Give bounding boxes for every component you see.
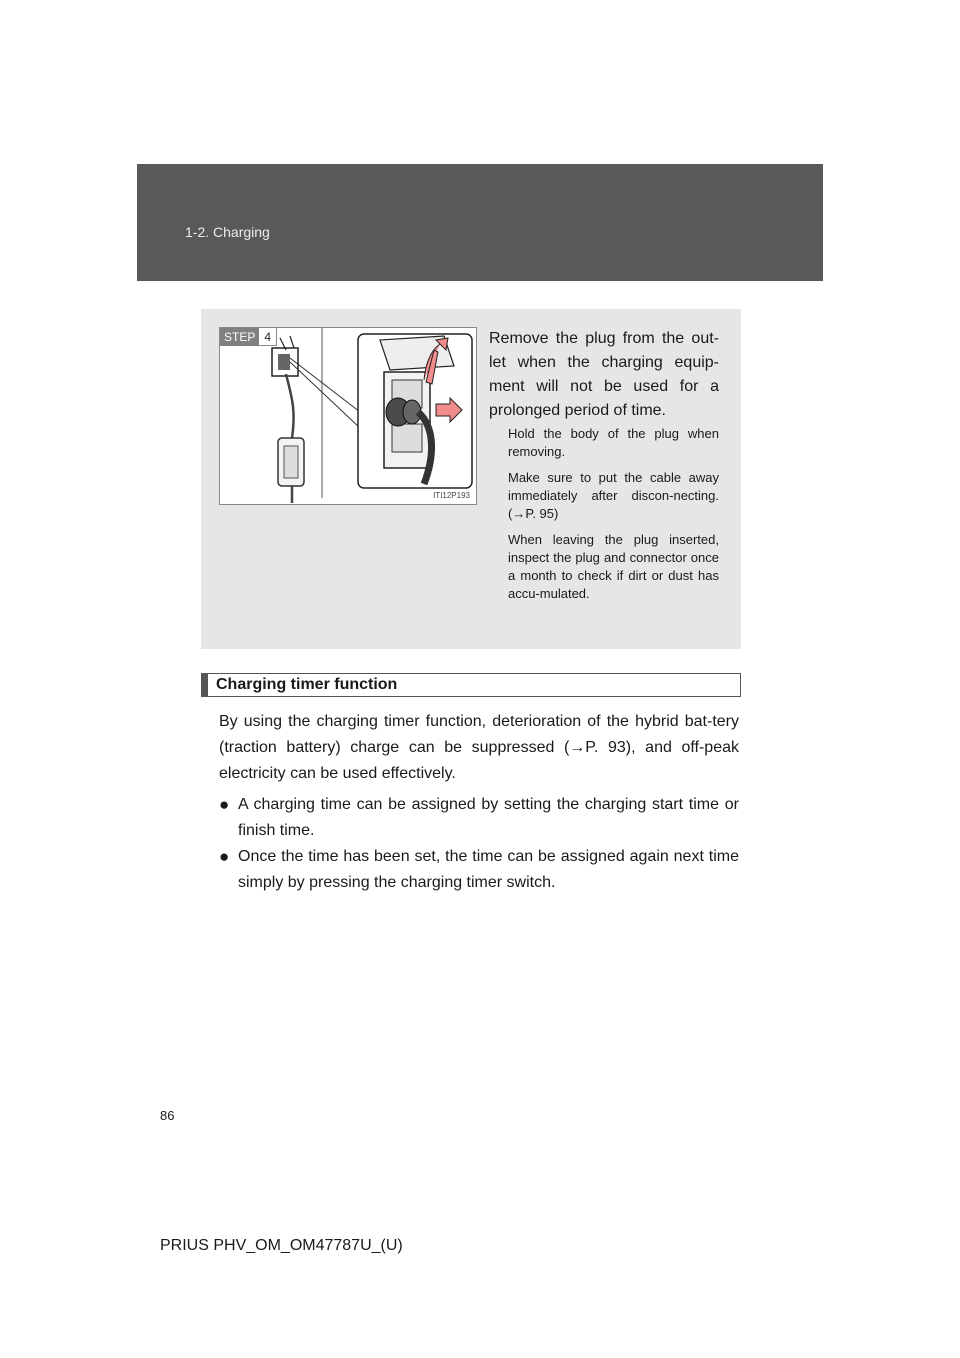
- step-note: When leaving the plug inserted, inspect the plug and connector once a month to check if dirt or dust has accu-mulated.: [508, 532, 719, 601]
- bullet-item: [219, 792, 739, 844]
- section-heading: [201, 673, 741, 697]
- step-notes: [508, 425, 719, 611]
- bullet-icon: ●: [219, 795, 230, 814]
- section-intro: By using the charging timer function, deterioration of the hybrid bat-tery (traction battery) charge can be suppressed (→P. 93), and off-peak electricity can be used effectively.: [219, 713, 739, 782]
- page-number: 86: [160, 1108, 175, 1123]
- step-note: Hold the body of the plug when removing.: [508, 426, 719, 459]
- step-badge-number: 4: [259, 328, 277, 346]
- section-label: 1-2. Charging: [185, 224, 270, 240]
- step-instruction: Remove the plug from the out-let when the charging equip-ment will not be used for a prolonged period of time.: [489, 330, 719, 419]
- page-header: [137, 164, 823, 281]
- bullet-text: Once the time has been set, the time can be assigned again next time simply by pressing the charging timer switch.: [238, 848, 739, 891]
- step-box: [201, 309, 741, 649]
- document-footer: PRIUS PHV_OM_OM47787U_(U): [160, 1237, 403, 1254]
- plug-removal-illustration: [220, 328, 476, 504]
- figure-code: ITI12P193: [433, 491, 470, 500]
- step-badge-label: STEP: [220, 328, 259, 346]
- bullet-icon: ●: [219, 847, 230, 866]
- section-heading-text: Charging timer function: [216, 676, 398, 693]
- step-note: Make sure to put the cable away immediately after discon-necting. (→P. 95): [508, 470, 719, 521]
- bullet-text: A charging time can be assigned by setting the charging start time or finish time.: [238, 796, 739, 839]
- bullet-item: [219, 844, 739, 896]
- illustration-figure: [219, 327, 477, 505]
- section-heading-bar: [202, 674, 208, 696]
- step-badge: [220, 328, 277, 346]
